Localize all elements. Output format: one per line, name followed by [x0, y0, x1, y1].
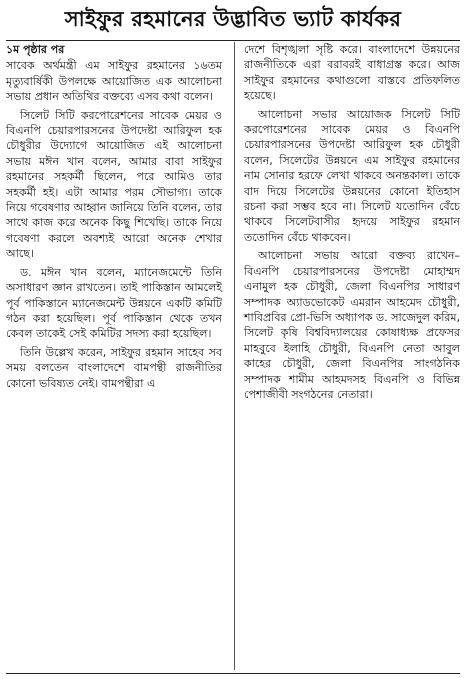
paragraph: ড. মঈন খান বলেন, ম্যানেজমেন্টে তিনি অসাধারণ জ্ঞান রাখতেন। তাই পাকিস্তান আমলেই পূর্ব পাকিস্তানে ম্যানেজমেন্ট উন্নয়নে একটি কমিটি গঠন করা হয়েছিল। পূর্ব পাকিস্তান থেকে তখন কেবল তাকেই সেই কমিটির সদস্য করা হয়েছিল। — [6, 265, 222, 341]
headline-rule — [6, 40, 460, 41]
bottom-rule — [6, 673, 460, 674]
paragraph: তিনি উল্লেখ করেন, সাইফুর রহমান সাহেব সব সময় বলতেন বাংলাদেশে বামপন্থী রাজনীতির কোনো ভবিষ্যত নেই। বামপন্থীরা এ — [6, 345, 222, 390]
continued-from-label: ১ম পৃষ্ঠার পর — [6, 43, 65, 56]
paragraph: সিলেট সিটি করপোরেশনের সাবেক মেয়র ও বিএনপি চেয়ারপারসনের উপদেষ্টা আরিফুল হক চৌধুরীর উদ্যোগে আয়োজিত এই আলোচনা সভায় মঈন খান বলেন, আমার বাবা সাইফুর রহমানের সহকর্মী ছিলেন, পরে আমিও তার সহকর্মী হই। এটা আমার পরম সৌভাগ্য। তাকে নিয়ে গবেষণার আহ্বান জানিয়ে তিনি বলেন, তার সাথে কাজ করে অনেক কিছু শিখেছি। তাকে নিয়ে গবেষণা করলে অবশ্যই আরো অনেক শেখার আছে। — [6, 108, 222, 261]
right-column — [244, 42, 460, 405]
left-column — [6, 42, 222, 394]
paragraph: সাবেক অর্থমন্ত্রী এম সাইফুর রহমানের ১৬তম মৃত্যুবার্ষিকী উপলক্ষে আয়োজিত এক আলোচনা সভায় প্রধান অতিথির বক্তব্যে এসব কথা বলেন। — [6, 59, 222, 104]
paragraph: দেশে বিশৃঙ্খলা সৃষ্টি করে। বাংলাদেশে উন্নয়নের রাজনীতিকে এরা বরাবরই বাধাগ্রস্ত করে। আজ সাইফুর রহমানের কথাগুলো বাস্তবে প্রতিফলিত হয়েছে। — [244, 43, 460, 103]
paragraph: আলোচনা সভায় আরো বক্তব্য রাখেন– বিএনপি চেয়ারপারসনের উপদেষ্টা মোহাম্মদ এনামুল হক চৌধুরী, জেলা বিএনপির সাধারণ সম্পাদক অ্যাডভোকেট এমরান আহমেদ চৌধুরী, শাবিপ্রবির প্রো-ভিসি অধ্যাপক ড. সাজেদুল করিম, সিলেট কৃষি বিশ্ববিদ্যালয়ের কোষাধ্যক্ষ প্রফেসর মাহবুবে ইলাহি চৌধুরী, বিএনপি নেতা আবুল কাহের চৌধুরী, জেলা বিএনপির সাংগঠনিক সম্পাদক শামীম আহমদসহ বিএনপি ও বিভিন্ন পেশাজীবী সংগঠনের নেতারা। — [244, 249, 460, 401]
article-headline: সাইফুর রহমানের উদ্ভাবিত ভ্যাট কার্যকর — [64, 6, 402, 31]
column-divider — [234, 42, 235, 670]
paragraph: আলোচনা সভার আয়োজক সিলেট সিটি করপোরেশনের সাবেক মেয়র ও বিএনপি চেয়ারপারসনের উপদেষ্টা আরিফুল হক চৌধুরী বলেন, সিলেটের উন্নয়নে এম সাইফুর রহমানের নাম সোনার হরফে লেখা থাকবে অনন্তকাল। তাকে বাদ দিয়ে সিলেটের উন্নয়নের কোনো ইতিহাস রচনা করা সম্ভব হবে না। সিলেট যতোদিন বেঁচে থাকবে সিলেটবাসীর হৃদয়ে সাইফুর রহমান ততোদিন বেঁচে থাকবেন। — [244, 107, 460, 244]
